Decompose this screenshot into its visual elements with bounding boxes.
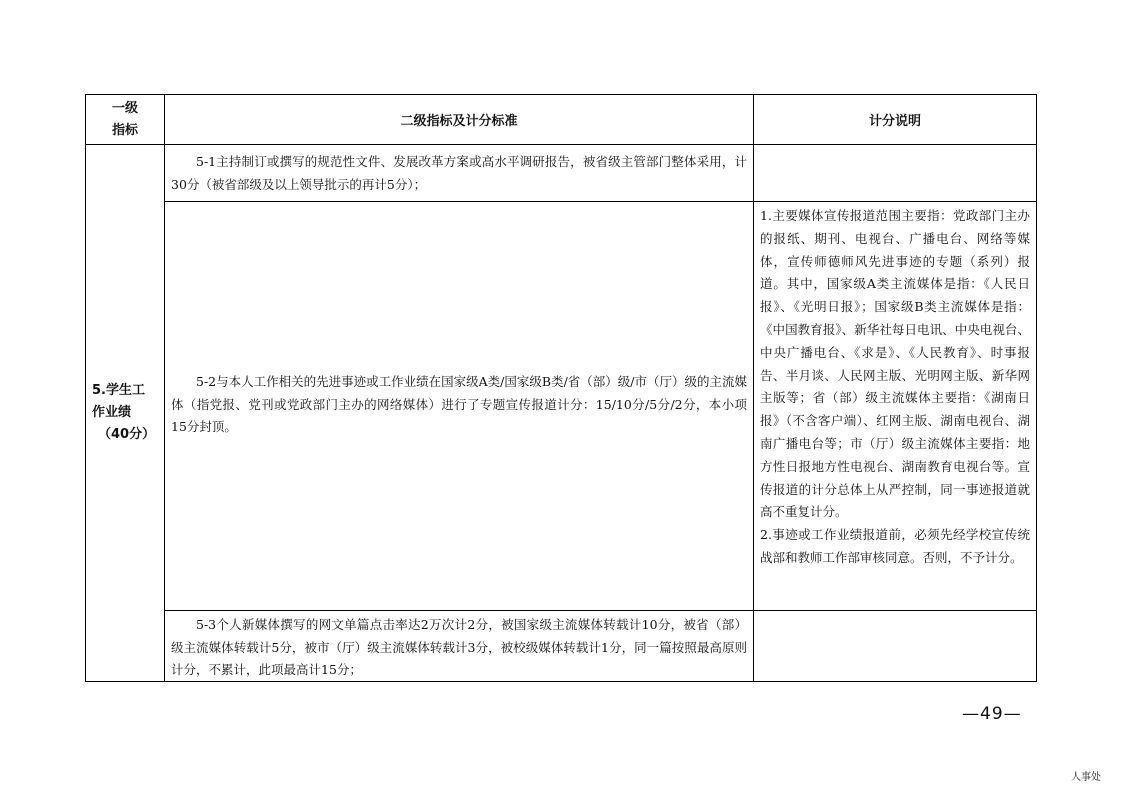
header-col-secondary-indicator [165,95,753,144]
header-col-primary-indicator [86,95,164,144]
category-line1: 5.学生工 [92,383,145,398]
category-line2: 作业绩 [92,405,132,420]
standard-5-2: 5-2与本人工作相关的先进事迹或工作业绩在国家级A类/国家级B类/省（部）级/市（厅）级的主流媒体（指党报、党刊或党政部门主办的网络媒体）进行了专题宣传报道计分：15/10分/5分/2分，本小项15分封顶。 [171,374,747,434]
note-5-2-item2: 2.事迹或工作业绩报道前，必须先经学校宣传统战部和教师工作部审核同意。否则，不予计分。 [760,527,1030,565]
note-5-1 [754,145,1036,201]
category-cell [86,145,164,681]
category-line3: （40分） [98,427,156,442]
note-5-2 [754,202,1036,610]
note-5-2-item1: 1.主要媒体宣传报道范围主要指：党政部门主办的报纸、期刊、电视台、广播电台、网络等媒体，宣传师德师风先进事迹的专题（系列）报道。其中，国家级A类主流媒体是指：《人民日报》、《光明日报》；国家级B类主流媒体是指：《中国教育报》、新华社每日电讯、中央电视台、中央广播电台、《求是》、《人民教育》、时事报告、半月谈、人民网主版、光明网主版、新华网主版等；省（部）级主流媒体主要指：《湖南日报》（不含客户端）、红网主版、湖南电视台、湖南广播电台等；市（厅）级主流媒体主要指：地方性日报地方性电视台、湖南教育电视台等。宣传报道的计分总体上从严控制，同一事迹报道就高不重复计分。 [760,208,1030,520]
header-col1-line1: 一级 [111,100,138,116]
department-stamp: 人事处 [1071,772,1101,783]
header-col-scoring-notes [754,95,1036,144]
standard-5-1: 5-1主持制订或撰写的规范性文件、发展改革方案或高水平调研报告，被省级主管部门整体采用，计30分（被省部级及以上领导批示的再计5分）； [171,154,747,192]
header-col1-line2: 指标 [111,122,138,138]
page-number: —49— [962,704,1022,724]
header-col3-label: 计分说明 [868,114,921,129]
scoring-table [85,94,1037,682]
standard-5-3: 5-3个人新媒体撰写的网文单篇点击率达2万次计2分，被国家级主流媒体转载计10分，被省（部）级主流媒体转载计5分，被市（厅）级主流媒体转载计3分，被校级媒体转载计1分，同一篇按照最高原则计分，不累计，此项最高计15分； [171,617,747,677]
header-col2-label: 二级指标及计分标准 [400,114,518,129]
note-5-3 [754,611,1036,681]
